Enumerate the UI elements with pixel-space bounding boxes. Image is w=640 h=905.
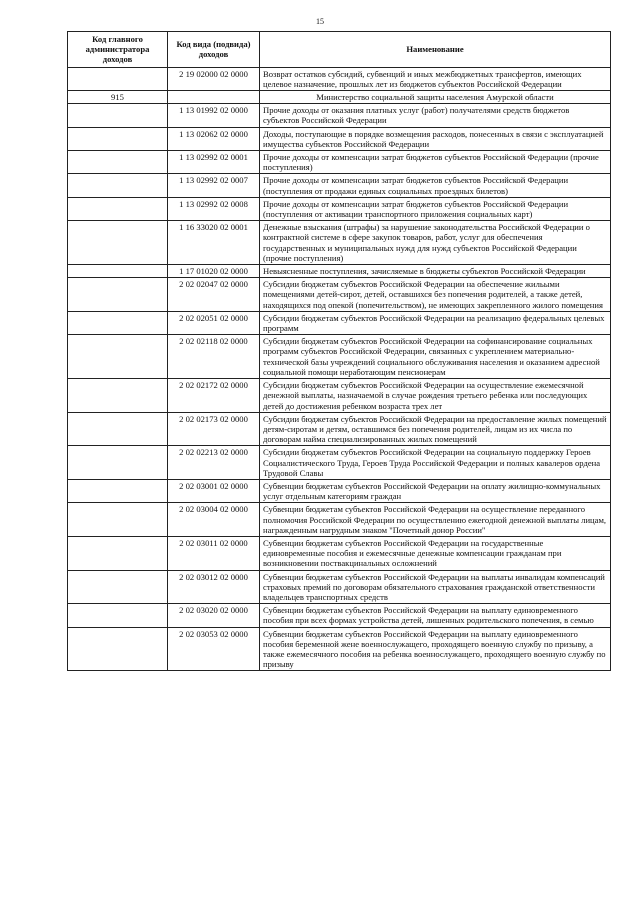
- admin-code-cell: [68, 67, 168, 90]
- revenue-name-cell: Субвенции бюджетам субъектов Российской Федерации на осуществление переданного полномочия Российской Федерации по осуществлению ежегодной денежной выплаты лицам, награжденным нагрудным знаком "Почетный донор России": [260, 503, 611, 537]
- revenue-code-cell: 1 17 01020 02 0000: [168, 265, 260, 278]
- revenue-name-cell: Денежные взыскания (штрафы) за нарушение законодательства Российской Федерации о контрактной системе в сфере закупок товаров, работ, услуг для обеспечения государственных и муниципальных нужд для нужд субъектов Российской Федерации (прочие поступления): [260, 221, 611, 265]
- admin-code-cell: [68, 221, 168, 265]
- admin-code-cell: [68, 335, 168, 379]
- table-row: [68, 174, 611, 197]
- table-row: [68, 311, 611, 334]
- revenue-code-cell: 2 02 02173 02 0000: [168, 412, 260, 446]
- ministry-title: Министерство социальной защиты населения Амурской области: [260, 91, 611, 104]
- revenue-code-cell: 1 13 01992 02 0000: [168, 104, 260, 127]
- revenue-name-cell: Доходы, поступающие в порядке возмещения расходов, понесенных в связи с эксплуатацией имущества субъектов Российской Федерации: [260, 127, 611, 150]
- header-admin-code: Код главного администратора доходов: [68, 32, 168, 68]
- revenue-code-cell: 1 13 02992 02 0008: [168, 197, 260, 220]
- table-row: [68, 412, 611, 446]
- revenue-code-cell: 2 02 02047 02 0000: [168, 278, 260, 312]
- table-row: [68, 221, 611, 265]
- revenue-code-cell: 2 02 02213 02 0000: [168, 446, 260, 480]
- admin-code-cell: [68, 278, 168, 312]
- admin-code-cell: [68, 446, 168, 480]
- revenue-code-cell: 1 13 02062 02 0000: [168, 127, 260, 150]
- admin-code-cell: [68, 570, 168, 604]
- admin-code-cell: [68, 265, 168, 278]
- revenue-name-cell: Невыясненные поступления, зачисляемые в бюджеты субъектов Российской Федерации: [260, 265, 611, 278]
- revenue-code-cell: 1 13 02992 02 0007: [168, 174, 260, 197]
- ministry-row: [68, 91, 611, 104]
- header-revenue-type-code: Код вида (подвида) доходов: [168, 32, 260, 68]
- revenue-code-cell: 2 02 03011 02 0000: [168, 536, 260, 570]
- admin-code-cell: [68, 104, 168, 127]
- page-number: 15: [316, 17, 324, 26]
- table-header-row: [68, 32, 611, 68]
- revenue-code-cell: 1 16 33020 02 0001: [168, 221, 260, 265]
- revenue-name-cell: Субсидии бюджетам субъектов Российской Федерации на предоставление жилых помещений детям-сиротам и детям, оставшимся без попечения родителей, лицам из их числа по договорам найма специализированных жилых помещений: [260, 412, 611, 446]
- revenue-name-cell: Субсидии бюджетам субъектов Российской Федерации на обеспечение жильыми помещениями детей-сирот, детей, оставшихся без попечения родителей, а также детей, находящихся под опекой (попечительством), не имеющих закрепленного жилого помещения: [260, 278, 611, 312]
- revenue-name-cell: Субвенции бюджетам субъектов Российской Федерации на выплату единовременного пособия при всех формах устройства детей, лишенных родительского попечения, в семью: [260, 604, 611, 627]
- admin-code-cell: [68, 412, 168, 446]
- table-row: [68, 335, 611, 379]
- table-row: [68, 265, 611, 278]
- revenue-code-cell: 2 02 02118 02 0000: [168, 335, 260, 379]
- revenue-name-cell: Прочие доходы от компенсации затрат бюджетов субъектов Российской Федерации (поступления от продажи единых социальных проездных билетов): [260, 174, 611, 197]
- revenue-name-cell: Субвенции бюджетам субъектов Российской Федерации на оплату жилищно-коммунальных услуг отдельным категориям граждан: [260, 479, 611, 502]
- admin-code-cell: [68, 127, 168, 150]
- table-row: [68, 197, 611, 220]
- table-row: [68, 67, 611, 90]
- revenue-code-cell: 2 02 02051 02 0000: [168, 311, 260, 334]
- revenue-code-cell: 1 13 02992 02 0001: [168, 151, 260, 174]
- revenue-name-cell: Прочие доходы от компенсации затрат бюджетов субъектов Российской Федерации (поступления от активации транспортного приложения социальных карт): [260, 197, 611, 220]
- header-name: Наименование: [260, 32, 611, 68]
- revenue-name-cell: Субсидии бюджетам субъектов Российской Федерации на софинансирование социальных программ субъектов Российской Федерации, связанных с укреплением материально-технической базы учреждений социального обслуживания населения и оказанием адресной социальной помощи неработающим пенсионерам: [260, 335, 611, 379]
- table-row: [68, 104, 611, 127]
- table-row: [68, 627, 611, 671]
- ministry-admin-code: 915: [68, 91, 168, 104]
- revenue-name-cell: Субвенции бюджетам субъектов Российской Федерации на государственные единовременные пособия и ежемесячные денежные компенсации гражданам при возникновении поствакцинальных осложнений: [260, 536, 611, 570]
- revenue-name-cell: Субсидии бюджетам субъектов Российской Федерации на социальную поддержку Героев Социалистического Труда, Героев Труда Российской Федерации и полных кавалеров ордена Трудовой Славы: [260, 446, 611, 480]
- admin-code-cell: [68, 174, 168, 197]
- revenue-code-cell: 2 02 03004 02 0000: [168, 503, 260, 537]
- table-body: [68, 67, 611, 671]
- table-row: [68, 379, 611, 413]
- revenue-code-cell: 2 02 02172 02 0000: [168, 379, 260, 413]
- table-row: [68, 570, 611, 604]
- empty-code-cell: [168, 91, 260, 104]
- table-row: [68, 604, 611, 627]
- revenue-name-cell: Возврат остатков субсидий, субвенций и иных межбюджетных трансфертов, имеющих целевое назначение, прошлых лет из бюджетов субъектов Российской Федерации: [260, 67, 611, 90]
- table-row: [68, 278, 611, 312]
- revenue-name-cell: Субсидии бюджетам субъектов Российской Федерации на реализацию федеральных целевых программ: [260, 311, 611, 334]
- revenue-code-cell: 2 19 02000 02 0000: [168, 67, 260, 90]
- revenue-name-cell: Прочие доходы от оказания платных услуг (работ) получателями средств бюджетов субъектов Российской Федерации: [260, 104, 611, 127]
- table-row: [68, 536, 611, 570]
- table-row: [68, 151, 611, 174]
- table-row: [68, 127, 611, 150]
- revenue-name-cell: Субвенции бюджетам субъектов Российской Федерации на выплаты инвалидам компенсаций страховых премий по договорам обязательного страхования гражданской ответственности владельцев транспортных средств: [260, 570, 611, 604]
- table-row: [68, 503, 611, 537]
- revenue-codes-table: [67, 31, 611, 671]
- admin-code-cell: [68, 503, 168, 537]
- table-row: [68, 446, 611, 480]
- admin-code-cell: [68, 197, 168, 220]
- admin-code-cell: [68, 151, 168, 174]
- admin-code-cell: [68, 379, 168, 413]
- revenue-name-cell: Субвенции бюджетам субъектов Российской Федерации на выплату единовременного пособия беременной жене военнослужащего, проходящего военную службу по призыву, а также ежемесячного пособия на ребенка военнослужащего, проходящего военную службу по призыву: [260, 627, 611, 671]
- admin-code-cell: [68, 311, 168, 334]
- admin-code-cell: [68, 536, 168, 570]
- revenue-name-cell: Прочие доходы от компенсации затрат бюджетов субъектов Российской Федерации (прочие поступления): [260, 151, 611, 174]
- admin-code-cell: [68, 627, 168, 671]
- revenue-code-cell: 2 02 03053 02 0000: [168, 627, 260, 671]
- admin-code-cell: [68, 604, 168, 627]
- revenue-code-cell: 2 02 03020 02 0000: [168, 604, 260, 627]
- table-row: [68, 479, 611, 502]
- revenue-code-cell: 2 02 03012 02 0000: [168, 570, 260, 604]
- admin-code-cell: [68, 479, 168, 502]
- revenue-code-cell: 2 02 03001 02 0000: [168, 479, 260, 502]
- revenue-name-cell: Субсидии бюджетам субъектов Российской Федерации на осуществление ежемесячной денежной выплаты, назначаемой в случае рождения третьего ребенка или последующих детей до достижения ребенком возраста трех лет: [260, 379, 611, 413]
